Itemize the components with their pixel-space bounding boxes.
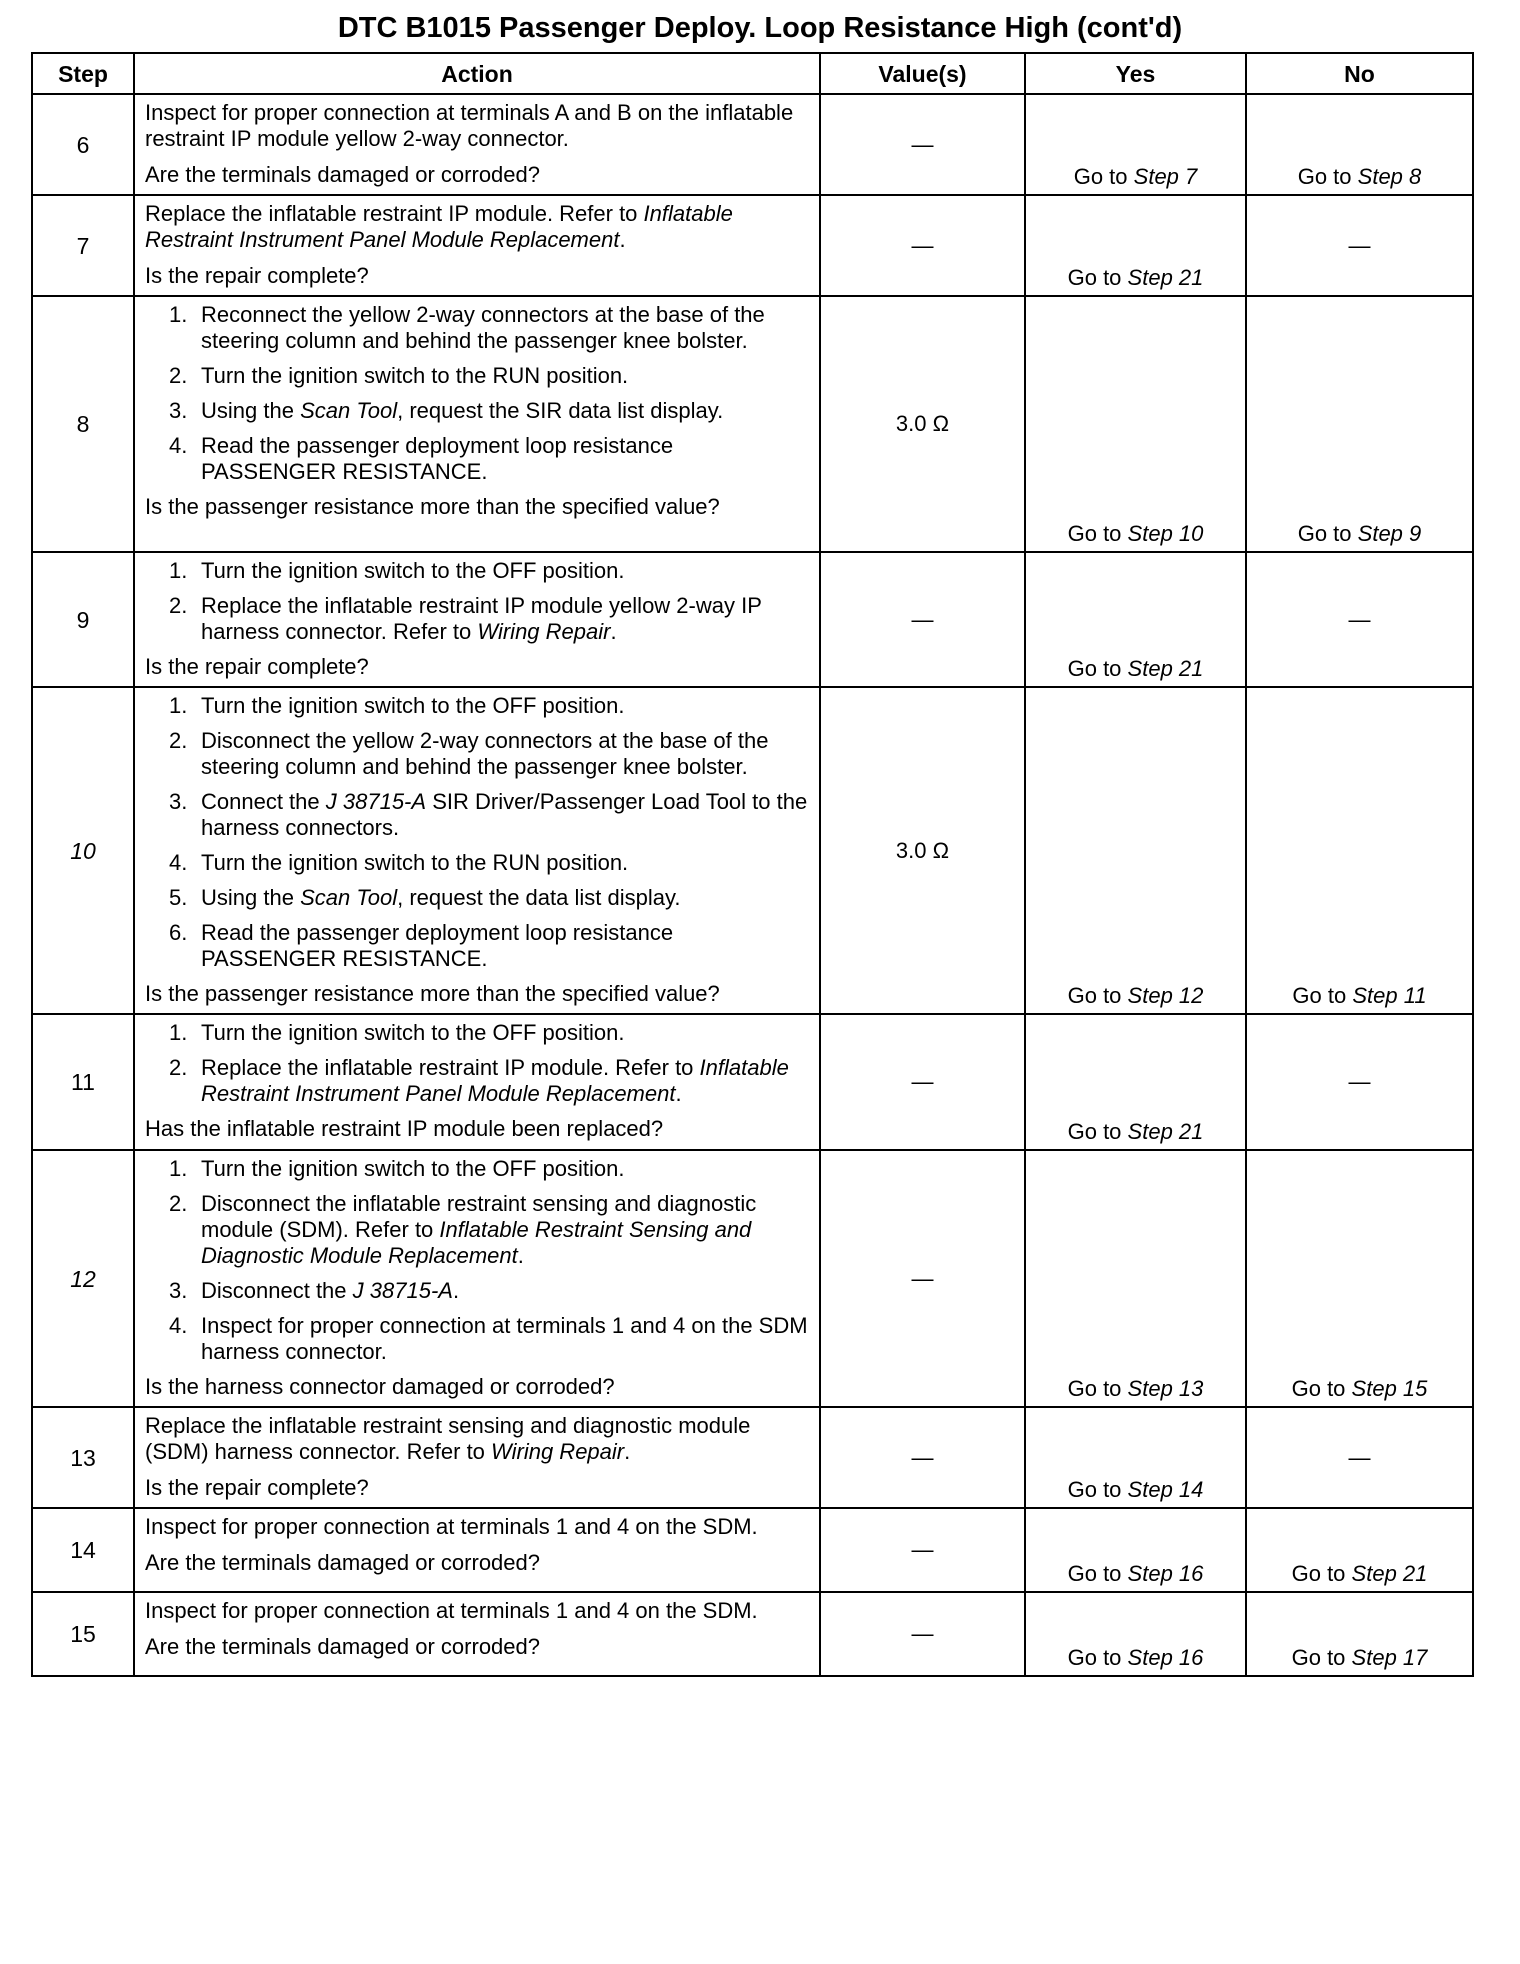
goto-prefix: Go to — [1291, 1561, 1346, 1586]
action-step-number: 4. — [169, 433, 188, 458]
action-step-text: Reconnect the yellow 2-way connectors at the base of the steering column and behind the passenger knee bolster. — [201, 302, 765, 353]
goto-prefix: Go to — [1073, 164, 1128, 189]
action-step-text: Turn the ignition switch to the OFF position. — [201, 558, 625, 583]
value-cell: — — [820, 552, 1025, 687]
yes-cell — [1025, 296, 1246, 552]
action-text — [145, 1598, 809, 1624]
action-text — [145, 1514, 809, 1540]
goto-step-link: Step 10 — [1127, 521, 1204, 546]
goto-prefix: Go to — [1067, 1645, 1122, 1670]
page-title: DTC B1015 Passenger Deploy. Loop Resistance High (cont'd) — [337, 12, 1183, 44]
action-step-text: Inspect for proper connection at terminals 1 and 4 on the SDM harness connector. — [201, 1313, 808, 1364]
goto-prefix: Go to — [1297, 521, 1352, 546]
step-number: 15 — [32, 1592, 134, 1676]
table-row — [32, 687, 1473, 1014]
table-row — [32, 1508, 1473, 1592]
goto-step-link: Step 17 — [1351, 1645, 1428, 1670]
action-step — [145, 593, 809, 645]
step-number: 12 — [32, 1150, 134, 1407]
action-step-list — [145, 693, 809, 972]
action-text-main: Replace the inflatable restraint IP module. Refer to — [145, 201, 638, 226]
action-step-text: Turn the ignition switch to the RUN position. — [201, 363, 629, 388]
value-cell: — — [820, 1407, 1025, 1508]
header-step: Step — [32, 53, 134, 94]
goto-prefix: Go to — [1067, 1561, 1122, 1586]
action-text — [145, 201, 809, 253]
no-cell — [1246, 1592, 1473, 1676]
table-row — [32, 1014, 1473, 1150]
reference-text: J 38715-A — [352, 1278, 453, 1303]
goto-step-link: Step 13 — [1127, 1376, 1204, 1401]
action-question: Is the harness connector damaged or corroded? — [145, 1374, 615, 1399]
action-step-text: Using the — [201, 398, 294, 423]
goto-step-link: Step 21 — [1127, 656, 1204, 681]
goto-step-link: Step 21 — [1127, 1119, 1204, 1144]
reference-text: Inflatable Restraint Instrument Panel Module Replacement — [201, 1055, 789, 1106]
no-cell — [1246, 94, 1473, 195]
reference-text: J 38715-A — [325, 789, 427, 814]
reference-text: Inflatable Restraint Instrument Panel Module Replacement — [145, 201, 733, 252]
goto-step-link: Step 8 — [1357, 164, 1422, 189]
table-row — [32, 1407, 1473, 1508]
no-cell — [1246, 1508, 1473, 1592]
header-no: No — [1246, 53, 1473, 94]
action-cell — [134, 1508, 820, 1592]
action-step — [145, 1191, 809, 1269]
goto-step-link: Step 14 — [1127, 1477, 1204, 1502]
action-step-number: 1. — [169, 1020, 188, 1045]
action-step-list — [145, 1156, 809, 1365]
action-step-text: Turn the ignition switch to the OFF position. — [201, 1156, 625, 1181]
value-cell: 3.0 Ω — [820, 296, 1025, 552]
action-step-text: Read the passenger deployment loop resistance PASSENGER RESISTANCE. — [201, 920, 674, 971]
action-step-number: 6. — [169, 920, 188, 945]
action-step-number: 1. — [169, 302, 188, 327]
action-step-number: 2. — [169, 1055, 188, 1080]
yes-cell — [1025, 195, 1246, 296]
action-cell — [134, 195, 820, 296]
action-step — [145, 850, 809, 876]
step-number: 10 — [32, 687, 134, 1014]
action-step — [145, 1313, 809, 1365]
action-cell — [134, 1592, 820, 1676]
table-row — [32, 1592, 1473, 1676]
action-question: Is the repair complete? — [145, 654, 369, 679]
action-cell — [134, 1014, 820, 1150]
header-value: Value(s) — [820, 53, 1025, 94]
action-text-main: Inspect for proper connection at terminals 1 and 4 on the SDM. — [145, 1598, 758, 1623]
goto-step-link: Step 21 — [1351, 1561, 1428, 1586]
value-cell: — — [820, 1508, 1025, 1592]
step-number: 6 — [32, 94, 134, 195]
action-step-list — [145, 1020, 809, 1107]
action-step-text: Turn the ignition switch to the OFF position. — [201, 1020, 625, 1045]
reference-text: Wiring Repair — [477, 619, 611, 644]
value-cell: — — [820, 195, 1025, 296]
action-step-text: Replace the inflatable restraint IP module. Refer to — [201, 1055, 694, 1080]
action-step — [145, 1278, 809, 1304]
reference-text: Scan Tool — [300, 398, 398, 423]
step-number: 14 — [32, 1508, 134, 1592]
action-step — [145, 885, 809, 911]
action-text — [145, 1413, 809, 1465]
step-number: 8 — [32, 296, 134, 552]
goto-prefix: Go to — [1067, 983, 1122, 1008]
goto-prefix: Go to — [1067, 1119, 1122, 1144]
action-text-end: . — [619, 227, 626, 252]
header-yes: Yes — [1025, 53, 1246, 94]
action-step-text: Read the passenger deployment loop resistance PASSENGER RESISTANCE. — [201, 433, 674, 484]
action-text-main: Replace the inflatable restraint sensing and diagnostic module (SDM) harness connector. Refer to — [145, 1413, 751, 1464]
header-row — [32, 53, 1473, 94]
table-row — [32, 296, 1473, 552]
step-number: 13 — [32, 1407, 134, 1508]
yes-cell — [1025, 1508, 1246, 1592]
goto-step-link: Step 21 — [1127, 265, 1204, 290]
action-step-number: 1. — [169, 558, 188, 583]
action-step-text: Turn the ignition switch to the RUN position. — [201, 850, 629, 875]
goto-step-link: Step 12 — [1127, 983, 1204, 1008]
no-cell: — — [1246, 1407, 1473, 1508]
action-question: Is the passenger resistance more than the specified value? — [145, 494, 720, 519]
action-text-main: Inspect for proper connection at terminals A and B on the inflatable restraint IP module yellow 2-way connector. — [145, 100, 794, 151]
goto-prefix: Go to — [1067, 1376, 1122, 1401]
yes-cell — [1025, 687, 1246, 1014]
action-cell — [134, 296, 820, 552]
action-step — [145, 1156, 809, 1182]
action-question: Is the passenger resistance more than the specified value? — [145, 981, 720, 1006]
value-cell: — — [820, 1014, 1025, 1150]
no-cell: — — [1246, 552, 1473, 687]
table-row — [32, 552, 1473, 687]
action-question: Are the terminals damaged or corroded? — [145, 1550, 540, 1575]
goto-prefix: Go to — [1292, 983, 1347, 1008]
action-question: Has the inflatable restraint IP module been replaced? — [145, 1116, 664, 1141]
action-step-list — [145, 558, 809, 645]
action-step-number: 3. — [169, 398, 188, 423]
action-step-text: Using the — [201, 885, 294, 910]
action-step-number: 1. — [169, 1156, 188, 1181]
value-cell: — — [820, 1592, 1025, 1676]
action-step-number: 2. — [169, 1191, 188, 1216]
value-cell: 3.0 Ω — [820, 687, 1025, 1014]
goto-step-link: Step 15 — [1351, 1376, 1428, 1401]
goto-prefix: Go to — [1291, 1376, 1346, 1401]
action-step-text: Replace the inflatable restraint IP module yellow 2-way IP harness connector. Refer to — [201, 593, 762, 644]
step-number: 9 — [32, 552, 134, 687]
table-row — [32, 94, 1473, 195]
action-question: Is the repair complete? — [145, 263, 369, 288]
action-step — [145, 920, 809, 972]
action-text-main: Inspect for proper connection at terminals 1 and 4 on the SDM. — [145, 1514, 758, 1539]
table-row — [32, 195, 1473, 296]
action-step — [145, 398, 809, 424]
action-step-number: 4. — [169, 1313, 188, 1338]
action-step-text-end: . — [675, 1081, 682, 1106]
action-text-end: . — [624, 1439, 631, 1464]
no-cell: — — [1246, 195, 1473, 296]
action-step — [145, 363, 809, 389]
reference-text: Wiring Repair — [491, 1439, 625, 1464]
value-cell: — — [820, 94, 1025, 195]
action-step-number: 4. — [169, 850, 188, 875]
action-step — [145, 558, 809, 584]
goto-prefix: Go to — [1067, 521, 1122, 546]
action-step — [145, 693, 809, 719]
action-step-text-end: . — [452, 1278, 460, 1303]
goto-step-link: Step 16 — [1127, 1561, 1204, 1586]
action-cell — [134, 687, 820, 1014]
goto-step-link: Step 16 — [1127, 1645, 1204, 1670]
action-step-number: 5. — [169, 885, 188, 910]
action-step — [145, 1055, 809, 1107]
goto-prefix: Go to — [1067, 1477, 1122, 1502]
no-cell — [1246, 687, 1473, 1014]
action-step — [145, 728, 809, 780]
action-cell — [134, 1407, 820, 1508]
action-question: Are the terminals damaged or corroded? — [145, 1634, 540, 1659]
action-step-text: Disconnect the yellow 2-way connectors at the base of the steering column and behind the passenger knee bolster. — [201, 728, 769, 779]
yes-cell — [1025, 94, 1246, 195]
yes-cell — [1025, 1592, 1246, 1676]
step-number: 7 — [32, 195, 134, 296]
action-step-number: 3. — [169, 789, 188, 814]
table-row — [32, 1150, 1473, 1407]
action-step — [145, 789, 809, 841]
action-step-text-end: SIR Driver/Passenger Load Tool to the harness connectors. — [201, 789, 808, 840]
step-number: 11 — [32, 1014, 134, 1150]
action-step-text: Disconnect the — [201, 1278, 347, 1303]
reference-text: Inflatable Restraint Sensing and Diagnostic Module Replacement — [201, 1217, 752, 1268]
goto-step-link: Step 9 — [1357, 521, 1422, 546]
action-step-text: Disconnect the inflatable restraint sensing and diagnostic module (SDM). Refer to — [201, 1191, 757, 1242]
action-step-number: 2. — [169, 728, 188, 753]
goto-prefix: Go to — [1291, 1645, 1346, 1670]
action-step — [145, 1020, 809, 1046]
goto-prefix: Go to — [1067, 656, 1122, 681]
diagnostic-table — [31, 52, 1474, 1677]
action-step-number: 2. — [169, 593, 188, 618]
yes-cell — [1025, 1014, 1246, 1150]
action-step-text: Turn the ignition switch to the OFF position. — [201, 693, 625, 718]
goto-prefix: Go to — [1067, 265, 1122, 290]
goto-step-link: Step 7 — [1133, 164, 1198, 189]
action-cell — [134, 552, 820, 687]
action-step-text: Connect the — [201, 789, 320, 814]
action-step-number: 1. — [169, 693, 188, 718]
action-cell — [134, 94, 820, 195]
reference-text: Scan Tool — [300, 885, 398, 910]
header-action: Action — [134, 53, 820, 94]
action-question: Is the repair complete? — [145, 1475, 369, 1500]
action-step — [145, 302, 809, 354]
action-step — [145, 433, 809, 485]
yes-cell — [1025, 552, 1246, 687]
goto-step-link: Step 11 — [1352, 983, 1427, 1008]
action-step-text-end: . — [517, 1243, 524, 1268]
action-step-text-end: , request the data list display. — [397, 885, 681, 910]
action-step-number: 2. — [169, 363, 188, 388]
action-text — [145, 100, 809, 152]
action-step-number: 3. — [169, 1278, 188, 1303]
action-cell — [134, 1150, 820, 1407]
yes-cell — [1025, 1407, 1246, 1508]
action-question: Are the terminals damaged or corroded? — [145, 162, 540, 187]
goto-prefix: Go to — [1297, 164, 1352, 189]
yes-cell — [1025, 1150, 1246, 1407]
no-cell — [1246, 1150, 1473, 1407]
action-step-text-end: , request the SIR data list display. — [397, 398, 724, 423]
action-step-text-end: . — [610, 619, 617, 644]
no-cell — [1246, 296, 1473, 552]
value-cell: — — [820, 1150, 1025, 1407]
no-cell: — — [1246, 1014, 1473, 1150]
action-step-list — [145, 302, 809, 485]
